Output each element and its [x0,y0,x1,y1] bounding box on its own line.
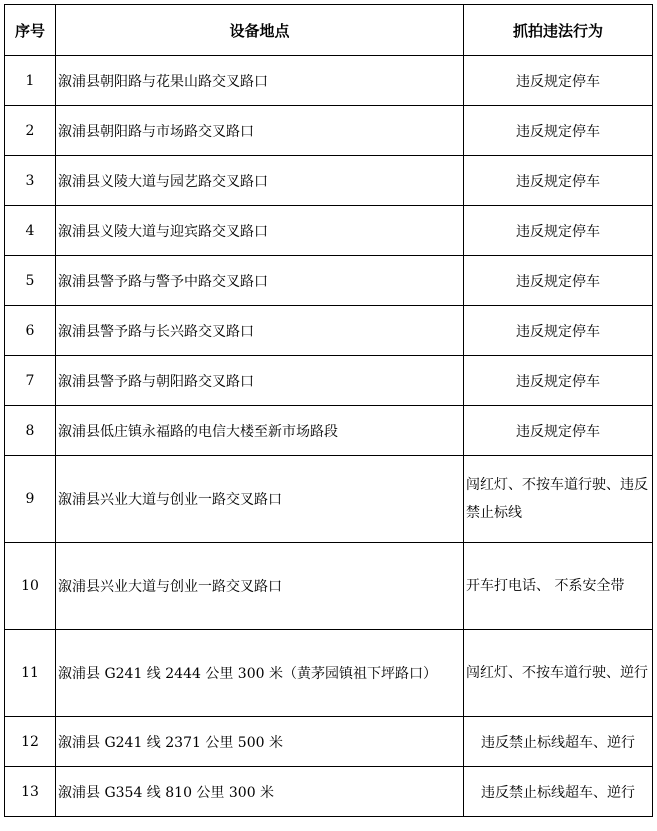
row-location: 溆浦县 G354 线 810 公里 300 米 [56,767,464,817]
document-page [4,4,652,817]
row-location: 溆浦县警予路与朝阳路交叉路口 [56,356,464,406]
table-row [5,406,653,456]
row-index: 11 [5,630,56,717]
row-location: 溆浦县朝阳路与市场路交叉路口 [56,106,464,156]
row-behavior: 违反规定停车 [464,156,653,206]
row-behavior: 违反规定停车 [464,306,653,356]
row-behavior: 违反规定停车 [464,406,653,456]
header-index: 序号 [5,5,56,56]
row-behavior: 闯红灯、不按车道行驶、逆行 [464,630,653,717]
table-row [5,630,653,717]
row-behavior: 开车打电话、 不系安全带 [464,543,653,630]
header-behavior: 抓拍违法行为 [464,5,653,56]
table-row [5,106,653,156]
row-behavior: 违反规定停车 [464,56,653,106]
row-index: 4 [5,206,56,256]
row-behavior: 违反规定停车 [464,106,653,156]
row-index: 7 [5,356,56,406]
table-row [5,456,653,543]
row-index: 1 [5,56,56,106]
row-location: 溆浦县 G241 线 2444 公里 300 米（黄茅园镇祖下坪路口） [56,630,464,717]
row-index: 3 [5,156,56,206]
table-row [5,56,653,106]
row-index: 6 [5,306,56,356]
row-index: 9 [5,456,56,543]
row-location: 溆浦县义陵大道与园艺路交叉路口 [56,156,464,206]
table-row [5,156,653,206]
table-row [5,543,653,630]
table-row [5,206,653,256]
table-row [5,717,653,767]
row-index: 13 [5,767,56,817]
row-location: 溆浦县低庄镇永福路的电信大楼至新市场路段 [56,406,464,456]
row-location: 溆浦县义陵大道与迎宾路交叉路口 [56,206,464,256]
row-behavior: 违反规定停车 [464,256,653,306]
row-location: 溆浦县朝阳路与花果山路交叉路口 [56,56,464,106]
row-location: 溆浦县 G241 线 2371 公里 500 米 [56,717,464,767]
violation-camera-table [4,4,653,817]
header-location: 设备地点 [56,5,464,56]
row-location: 溆浦县兴业大道与创业一路交叉路口 [56,456,464,543]
row-index: 12 [5,717,56,767]
row-behavior: 违反规定停车 [464,206,653,256]
row-index: 2 [5,106,56,156]
table-row [5,356,653,406]
table-row [5,256,653,306]
row-location: 溆浦县警予路与警予中路交叉路口 [56,256,464,306]
row-index: 8 [5,406,56,456]
row-behavior: 违反禁止标线超车、逆行 [464,717,653,767]
row-behavior: 违反规定停车 [464,356,653,406]
row-behavior: 违反禁止标线超车、逆行 [464,767,653,817]
row-location: 溆浦县兴业大道与创业一路交叉路口 [56,543,464,630]
table-row [5,306,653,356]
row-index: 5 [5,256,56,306]
row-location: 溆浦县警予路与长兴路交叉路口 [56,306,464,356]
table-header-row [5,5,653,56]
row-behavior: 闯红灯、不按车道行驶、违反禁止标线 [464,456,653,543]
table-row [5,767,653,817]
row-index: 10 [5,543,56,630]
